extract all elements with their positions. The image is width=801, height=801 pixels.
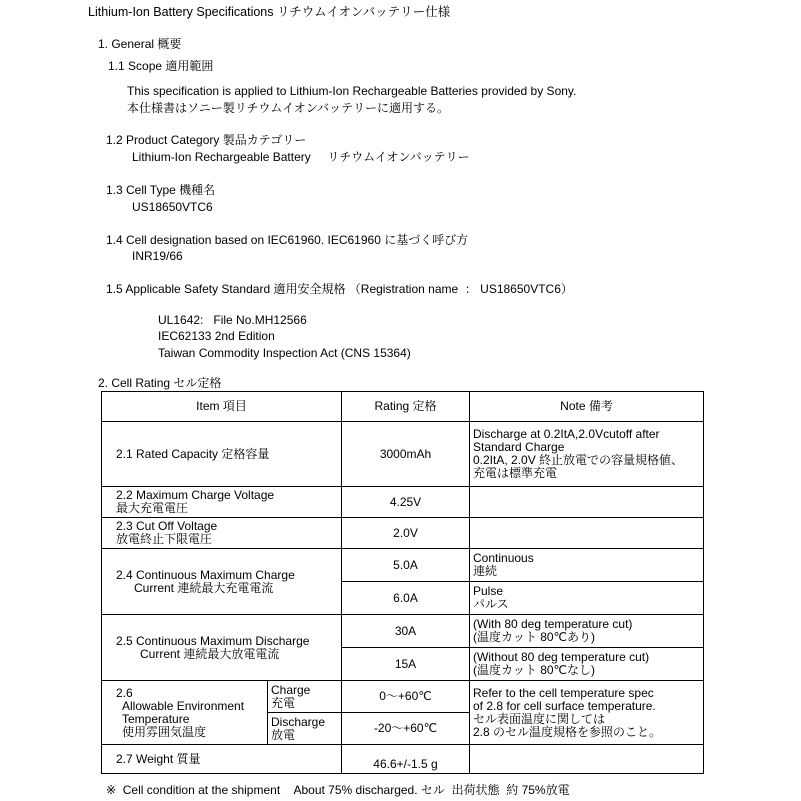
weight-item: 2.7 Weight 質量 [102, 745, 342, 774]
table-row [102, 681, 704, 713]
capacity-item: 2.1 Rated Capacity 定格容量 [102, 422, 342, 487]
discharge-current-without-cut-note: (Without 80 deg temperature cut) (温度カット 80℃なし) [470, 648, 704, 681]
scope-heading: 1.1 Scope 適用範囲 [108, 59, 214, 73]
safety-item-ul: UL1642: File No.MH12566 [158, 313, 307, 327]
section-general-heading: 1. General 概要 [98, 37, 182, 51]
section-rating-heading: 2. Cell Rating セル定格 [98, 376, 222, 390]
discharge-current-with-cut-rating: 30A [342, 615, 470, 648]
max-discharge-current-item: 2.5 Continuous Maximum Discharge Current 連続最大放電電流 [102, 615, 342, 681]
discharge-temperature-rating: -20〜+60℃ [342, 713, 470, 745]
weight-rating: 46.6+/-1.5 g [342, 745, 470, 774]
capacity-rating: 3000mAh [342, 422, 470, 487]
table-row [102, 422, 704, 487]
safety-standard-heading: 1.5 Applicable Safety Standard 適用安全規格 （Registration name ： US18650VTC6） [106, 282, 573, 296]
scope-text-en: This specification is applied to Lithium-Ion Rechargeable Batteries provided by Sony. [127, 84, 577, 98]
shipment-footnote: ※ Cell condition at the shipment About 75% discharged. セル 出荷状態 約 75%放電 [106, 783, 570, 797]
table-row [102, 615, 704, 648]
header-item: Item 項目 [102, 392, 342, 422]
cutoff-voltage-rating: 2.0V [342, 518, 470, 549]
weight-note [470, 745, 704, 774]
scope-text-jp: 本仕様書はソニー製リチウムイオンバッテリーに適用する。 [127, 101, 449, 115]
table-row [102, 745, 704, 774]
charge-current-pulse-rating: 6.0A [342, 582, 470, 615]
cell-type-value: US18650VTC6 [132, 200, 213, 214]
capacity-note: Discharge at 0.2ItA,2.0Vcutoff after Standard Charge 0.2ItA, 2.0V 終止放電での容量規格値、 充電は標準充電 [470, 422, 704, 487]
cell-type-heading: 1.3 Cell Type 機種名 [106, 183, 216, 197]
category-value: Lithium-Ion Rechargeable Battery リチウムイオンバッテリー [132, 150, 470, 164]
table-row [102, 549, 704, 582]
discharge-current-without-cut-rating: 15A [342, 648, 470, 681]
header-rating: Rating 定格 [342, 392, 470, 422]
environment-temperature-note: Refer to the cell temperature spec of 2.8 for cell surface temperature. セル表面温度に関しては 2.8 のセル温度規格を参照のこと。 [470, 681, 704, 745]
cell-rating-table [101, 391, 704, 774]
max-charge-voltage-item: 2.2 Maximum Charge Voltage 最大充電電圧 [102, 487, 342, 518]
document-title: Lithium-Ion Battery Specifications リチウムイオンバッテリー仕様 [88, 5, 451, 19]
charge-current-pulse-note: Pulse パルス [470, 582, 704, 615]
charge-temperature-label: Charge 充電 [268, 681, 342, 713]
charge-current-continuous-rating: 5.0A [342, 549, 470, 582]
charge-temperature-rating: 0〜+60℃ [342, 681, 470, 713]
table-row [102, 487, 704, 518]
category-heading: 1.2 Product Category 製品カテゴリー [106, 133, 307, 147]
max-charge-current-item: 2.4 Continuous Maximum Charge Current 連続最大充電電流 [102, 549, 342, 615]
table-row [102, 518, 704, 549]
designation-value: INR19/66 [132, 249, 183, 263]
safety-item-cns: Taiwan Commodity Inspection Act (CNS 15364) [158, 346, 411, 360]
discharge-current-with-cut-note: (With 80 deg temperature cut) (温度カット 80℃あり) [470, 615, 704, 648]
charge-current-continuous-note: Continuous 連続 [470, 549, 704, 582]
environment-temperature-item: 2.6 Allowable Environment Temperature 使用雰囲気温度 [102, 681, 268, 745]
max-charge-voltage-note [470, 487, 704, 518]
cutoff-voltage-note [470, 518, 704, 549]
header-note: Note 備考 [470, 392, 704, 422]
discharge-temperature-label: Discharge 放電 [268, 713, 342, 745]
cutoff-voltage-item: 2.3 Cut Off Voltage 放電終止下限電圧 [102, 518, 342, 549]
safety-item-iec: IEC62133 2nd Edition [158, 329, 275, 343]
table-header-row [102, 392, 704, 422]
designation-heading: 1.4 Cell designation based on IEC61960. IEC61960 に基づく呼び方 [106, 233, 469, 247]
max-charge-voltage-rating: 4.25V [342, 487, 470, 518]
